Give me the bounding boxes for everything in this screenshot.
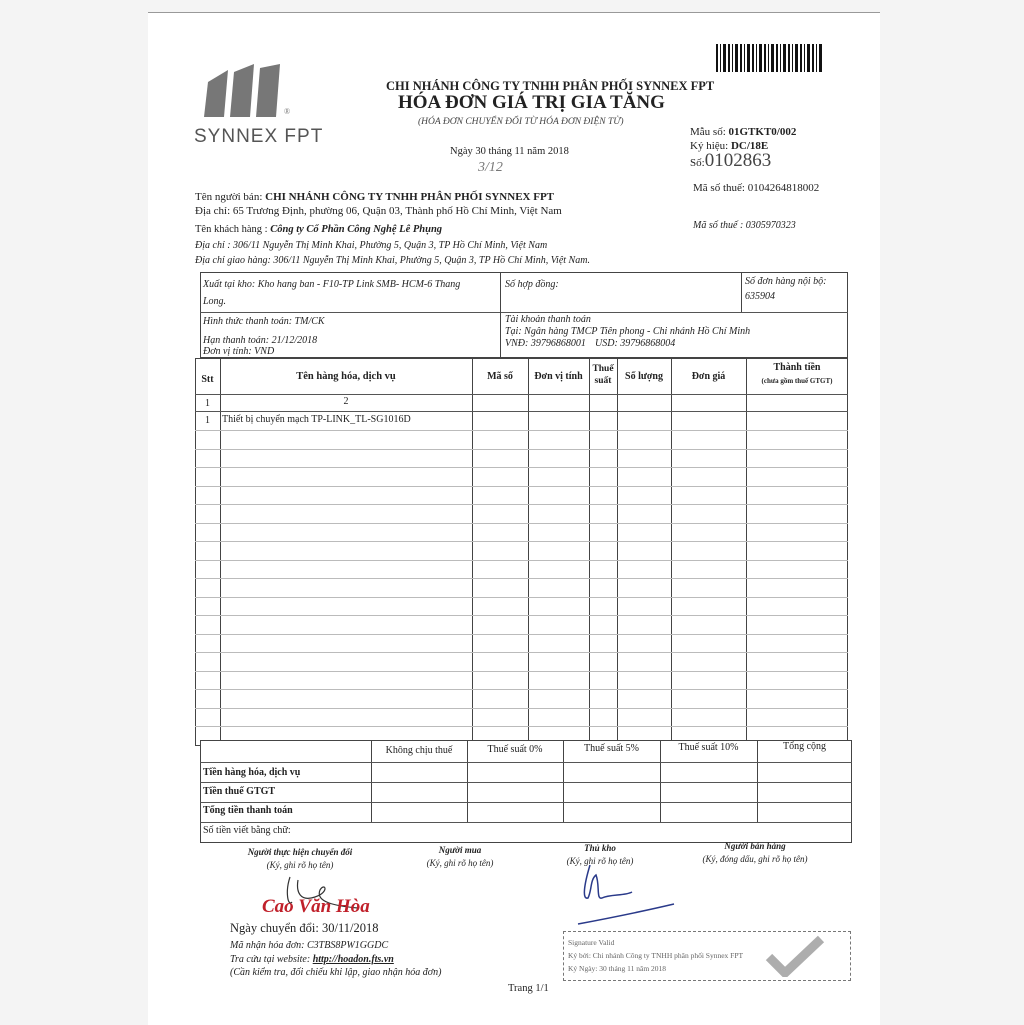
table-rule	[195, 708, 848, 709]
payment-due: Hạn thanh toán: 21/12/2018	[203, 335, 318, 346]
sig-converter-note: (Ký, ghi rõ họ tên)	[266, 860, 334, 870]
lookup-note: (Cần kiểm tra, đối chiếu khi lập, giao nhận hóa đơn)	[230, 967, 442, 978]
header-unit-price: Đơn giá	[691, 371, 726, 382]
account-label: Tài khoản thanh toán	[505, 314, 591, 325]
sig-buyer-title: Người mua	[438, 845, 482, 855]
signature-valid-title: Signature Valid	[568, 938, 615, 947]
divider	[500, 272, 501, 358]
table-rule	[195, 523, 848, 524]
table-rule	[617, 358, 618, 746]
table-rule	[200, 802, 852, 803]
header-amount: Thành tiền	[773, 362, 821, 373]
svg-text:®: ®	[284, 107, 291, 116]
header-amount-note: (chưa gồm thuế GTGT)	[761, 377, 833, 385]
col-tax-5: Thuế suất 5%	[584, 743, 639, 754]
col-tax-0: Thuế suất 0%	[487, 744, 543, 755]
table-rule	[757, 740, 758, 822]
seller-name-label: Tên người bán:	[195, 191, 263, 203]
table-rule	[195, 726, 848, 727]
sig-buyer-note: (Ký, ghi rõ họ tên)	[426, 858, 494, 868]
header-name: Tên hàng hóa, dịch vụ	[296, 371, 396, 382]
lookup-website-link[interactable]: http://hoadon.fts.vn	[312, 954, 394, 965]
sig-warehouse-title: Thủ kho	[584, 843, 616, 853]
lookup-website	[230, 954, 394, 965]
table-rule	[195, 541, 848, 542]
header-stt: Stt	[201, 374, 214, 385]
table-rule	[200, 822, 852, 823]
table-rule	[220, 358, 221, 746]
sig-converter-title: Người thực hiện chuyển đổi	[247, 847, 353, 857]
delivery-address: Địa chỉ giao hàng: 306/11 Nguyễn Thị Minh Khai, Phường 5, Quận 3, TP Hồ Chí Minh, Việt Nam.	[195, 255, 590, 266]
buyer-name	[195, 224, 442, 235]
form-number-label: Mẫu số:	[690, 126, 726, 138]
handwritten-note: 3/12	[478, 160, 503, 175]
barcode	[716, 44, 822, 72]
sig-seller-note: (Ký, đóng dấu, ghi rõ họ tên)	[702, 854, 808, 864]
table-rule	[671, 358, 672, 746]
form-number-value: 01GTKT0/002	[728, 126, 797, 138]
lookup-website-label: Tra cứu tại website:	[230, 954, 311, 965]
table-rule	[195, 394, 848, 395]
buyer-name-label: Tên khách hàng :	[195, 224, 268, 235]
table-rule	[195, 467, 848, 468]
table-rule	[195, 560, 848, 561]
table-rule	[195, 449, 848, 450]
col-tax-10: Thuế suất 10%	[678, 742, 739, 753]
warehouse-cont: Long.	[203, 296, 227, 307]
table-rule	[195, 671, 848, 672]
invoice-date: Ngày 30 tháng 11 năm 2018	[450, 146, 569, 157]
invoice-number	[690, 150, 771, 172]
table-rule	[195, 411, 848, 412]
converter-name: Cao Văn Hòa	[262, 896, 370, 917]
logo-text: SYNNEX FPT	[194, 126, 324, 147]
table-rule	[200, 782, 852, 783]
row-goods: Tiền hàng hóa, dịch vụ	[203, 767, 301, 778]
table-rule	[472, 358, 473, 746]
header-quantity: Số lượng	[625, 371, 663, 382]
invoice-subtitle: (HÓA ĐƠN CHUYỂN ĐỔI TỪ HÓA ĐƠN ĐIỆN TỬ)	[418, 117, 624, 127]
table-rule	[195, 578, 848, 579]
table-rule	[195, 634, 848, 635]
signature-valid-by: Ký bởi: Chi nhánh Công ty TNHH phân phối Synnex FPT	[568, 951, 744, 960]
signature-valid-date: Ký Ngày: 30 tháng 11 năm 2018	[568, 964, 667, 973]
table-rule	[589, 358, 590, 746]
table-rule	[195, 486, 848, 487]
currency-unit: Đơn vị tính: VND	[203, 346, 275, 357]
item-stt: 1	[205, 415, 210, 426]
table-rule	[528, 358, 529, 746]
warehouse: Xuất tại kho: Kho hang ban - F10-TP Link SMB- HCM-6 Thang	[203, 279, 461, 290]
order-label: Số đơn hàng nội bộ:	[745, 276, 827, 287]
seller-name-value: CHI NHÁNH CÔNG TY TNHH PHÂN PHỐI SYNNEX FPT	[265, 191, 554, 203]
table-rule	[746, 358, 747, 746]
seller-address: Địa chỉ: 65 Trương Định, phường 06, Quận 03, Thành phố Hồ Chí Minh, Việt Nam	[195, 205, 562, 217]
contract-number: Số hợp đồng:	[505, 279, 559, 290]
seller-name	[195, 191, 554, 203]
table-rule	[195, 615, 848, 616]
payment-method: Hình thức thanh toán: TM/CK	[203, 316, 325, 327]
index-name: 2	[343, 396, 349, 407]
invoice-number-value: 0102863	[704, 150, 772, 171]
invoice-title: HÓA ĐƠN GIÁ TRỊ GIA TĂNG	[398, 92, 665, 113]
serial-label: Ký hiệu:	[690, 140, 729, 152]
header-unit: Đơn vị tính	[534, 371, 583, 382]
row-grand-total: Tổng tiền thanh toán	[203, 805, 293, 816]
bank: Tại: Ngân hàng TMCP Tiên phong - Chi nhánh Hồ Chí Minh	[505, 326, 751, 337]
header-code: Mã số	[487, 371, 513, 382]
sig-seller-title: Người bán hàng	[724, 841, 786, 851]
divider	[200, 312, 848, 313]
table-rule	[195, 430, 848, 431]
conversion-date: Ngày chuyển đổi: 30/11/2018	[230, 921, 379, 935]
buyer-address: Địa chỉ : 306/11 Nguyễn Thị Minh Khai, Phường 5, Quận 3, TP Hồ Chí Minh, Việt Nam	[195, 240, 548, 251]
table-rule	[195, 652, 848, 653]
seller-tax-code: Mã số thuế: 0104264818002	[693, 182, 820, 194]
company-branch: CHI NHÁNH CÔNG TY TNHH PHÂN PHỐI SYNNEX FPT	[386, 79, 715, 93]
handwritten-signature-warehouse	[570, 860, 680, 930]
divider	[741, 272, 742, 312]
account-vnd: VNĐ: 39796868001	[505, 338, 586, 349]
table-rule	[200, 762, 852, 763]
header-tax-rate: Thuế suất	[592, 364, 614, 386]
table-rule	[195, 504, 848, 505]
logo-mark-icon	[198, 62, 298, 120]
buyer-name-value: Công ty Cổ Phần Công Nghệ Lê Phụng	[270, 224, 443, 235]
invoice-number-label: Số:	[690, 157, 705, 169]
col-total: Tổng cộng	[782, 741, 827, 752]
account-usd: USD: 39796868004	[595, 338, 676, 349]
company-logo	[194, 62, 324, 152]
form-number	[690, 126, 796, 138]
row-vat: Tiền thuế GTGT	[203, 786, 276, 797]
sig-warehouse-note: (Ký, ghi rõ họ tên)	[566, 856, 634, 866]
amount-in-words: Số tiền viết bằng chữ:	[203, 825, 291, 836]
col-non-taxable: Không chịu thuế	[385, 745, 453, 756]
page-number: Trang 1/1	[508, 983, 549, 994]
item-name: Thiết bị chuyển mạch TP-LINK_TL-SG1016D	[222, 414, 411, 425]
buyer-tax-code: Mã số thuế : 0305970323	[693, 220, 796, 231]
serial-value: DC/18E	[730, 140, 769, 152]
index-stt: 1	[205, 398, 210, 409]
checkmark-icon	[765, 935, 825, 977]
order-number: 635904	[745, 291, 775, 302]
summary-table	[200, 740, 852, 843]
table-rule	[195, 597, 848, 598]
table-rule	[195, 689, 848, 690]
invoice-lookup-code: Mã nhận hóa đơn: C3TBS8PW1GGDC	[230, 940, 389, 951]
